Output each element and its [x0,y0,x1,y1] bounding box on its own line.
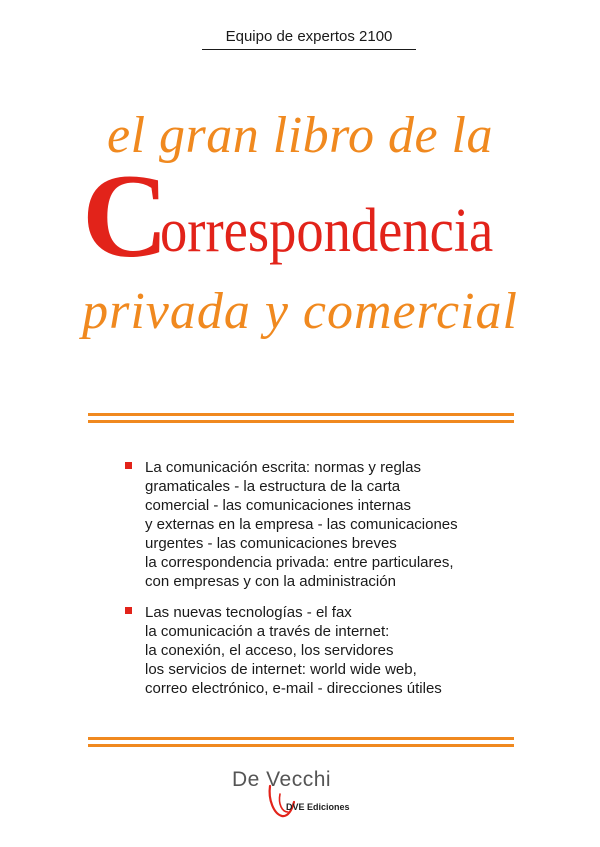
title-initial: C [82,149,169,282]
square-bullet-icon [125,607,132,614]
publisher-logo [232,768,372,828]
feature-line: urgentes - las comunicaciones breves [145,535,397,552]
publisher-subbrand: DVE Ediciones [286,802,350,812]
title-line-1: el gran libro de la [107,107,493,164]
feature-line: los servicios de internet: world wide web, [145,661,417,678]
feature-line: la conexión, el acceso, los servidores [145,642,394,659]
publisher-swoosh-icon [266,780,300,820]
author-line: Equipo de expertos 2100 [202,28,416,50]
title-rest: orrespondencia [160,197,494,265]
feature-item [125,458,505,591]
feature-line: correo electrónico, e-mail - direcciones útiles [145,680,442,697]
feature-line: con empresas y con la administración [145,573,396,590]
feature-line: La comunicación escrita: normas y reglas [145,459,421,476]
feature-line: comercial - las comunicaciones internas [145,497,411,514]
title-main [82,149,542,282]
feature-line: la correspondencia privada: entre particulares, [145,554,454,571]
feature-line: gramaticales - la estructura de la carta [145,478,401,495]
square-bullet-icon [125,462,132,469]
feature-line: y externas en la empresa - las comunicaciones [145,516,458,533]
title-line-3: privada y comercial [82,283,518,340]
bottom-divider [88,737,514,747]
feature-line: Las nuevas tecnologías - el fax [145,604,352,621]
top-divider [88,413,514,423]
publisher-brand: De Vecchi [232,768,332,791]
feature-list [125,458,505,698]
feature-item [125,603,505,698]
feature-line: la comunicación a través de internet: [145,623,390,640]
